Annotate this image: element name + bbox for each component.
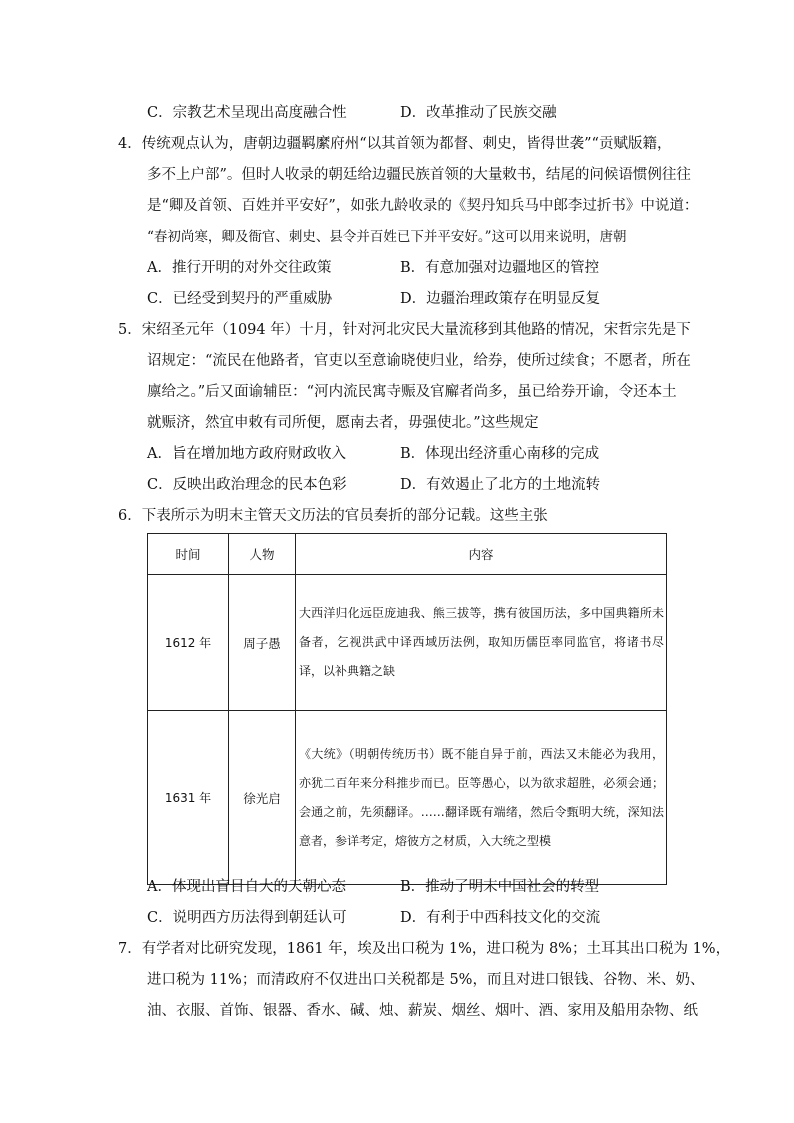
history-table	[147, 533, 667, 885]
q4-option-b: B．有意加强对边疆地区的管控	[400, 260, 600, 276]
row-2-content: 《大统》（明朝传统历书）既不能自异于前，西法又未能必为我用，亦犹二百年来分科推步而已。臣等愚心，以为欲求超胜，必须会通；会通之前，先须翻译。……翻译既有端绪，然后令甄明大统，深知法意者，参详考定，熔彼方之材质，入大统之型模	[296, 711, 667, 885]
q6-stem: 6．下表所示为明末主管天文历法的官员奏折的部分记载。这些主张	[118, 508, 548, 524]
row-1-time: 1612 年	[148, 575, 229, 711]
q6-option-a: A．体现出盲目自大的天朝心态	[147, 879, 346, 895]
row-1-person: 周子愚	[229, 575, 296, 711]
q4-stem-line-2: 多不上户部”。但时人收录的朝廷给边疆民族首领的大量敕书，结尾的问候语惯例往往	[147, 167, 691, 183]
q4-stem-line-4: “春初尚寒，卿及衙官、刺史、县令并百姓已下并平安好。”这可以用来说明，唐朝	[147, 229, 627, 245]
q3-option-d: D．改革推动了民族交融	[400, 105, 557, 121]
q4-option-a: A．推行开明的对外交往政策	[147, 260, 332, 276]
table-row	[148, 575, 667, 711]
q5-stem-line-3: 廪给之。”后又面谕辅臣：“河内流民寓寺赈及官廨者尚多，虽已给券开谕，令还本土	[147, 384, 677, 400]
row-1-content: 大西洋归化远臣庞迪我、熊三拔等，携有彼国历法，多中国典籍所未备者，乞视洪武中译西域历法例，取知历儒臣率同监官，将诸书尽译，以补典籍之缺	[296, 575, 667, 711]
row-2-time: 1631 年	[148, 711, 229, 885]
q7-stem-line-3: 油、衣服、首饰、银器、香水、碱、烛、薪炭、烟丝、烟叶、酒、家用及船用杂物、纸	[147, 1003, 698, 1019]
q4-option-d: D．边疆治理政策存在明显反复	[400, 291, 601, 307]
q6-option-c: C．说明西方历法得到朝廷认可	[147, 910, 347, 926]
q5-option-a: A．旨在增加地方政府财政收入	[147, 446, 346, 462]
header-time: 时间	[148, 534, 229, 575]
q3-option-c: C．宗教艺术呈现出高度融合性	[147, 105, 347, 121]
q7-stem-line-2: 进口税为 11%；而清政府不仅进出口关税都是 5%，而且对进口银钱、谷物、米、奶、	[147, 972, 705, 988]
q7-stem-line-1: 7．有学者对比研究发现，1861 年，埃及出口税为 1%，进口税为 8%；土耳其出口税为 1%，	[118, 941, 731, 957]
q6-option-d: D．有利于中西科技文化的交流	[400, 910, 601, 926]
q5-stem-line-2: 诏规定：“流民在他路者，官吏以至意谕晓使归业，给券，使所过续食；不愿者，所在	[147, 353, 691, 369]
q5-stem-line-1: 5．宋绍圣元年（1094 年）十月，针对河北灾民大量流移到其他路的情况，宋哲宗先是下	[118, 322, 691, 338]
q4-stem-line-1: 4．传统观点认为，唐朝边疆羁縻府州“以其首领为都督、刺史，皆得世袭”“贡赋版籍，	[118, 136, 672, 152]
q6-option-b: B．推动了明末中国社会的转型	[400, 879, 600, 895]
header-content: 内容	[296, 534, 667, 575]
q5-stem-line-4: 就赈济，然宜申敕有司所便，愿南去者，毋强使北。”这些规定	[147, 415, 539, 431]
q5-option-c: C．反映出政治理念的民本色彩	[147, 477, 347, 493]
q4-option-c: C．已经受到契丹的严重威胁	[147, 291, 333, 307]
header-person: 人物	[229, 534, 296, 575]
table-header-row	[148, 534, 667, 575]
table-row	[148, 711, 667, 885]
q4-stem-line-3: 是“卿及首领、百姓并平安好”，如张九龄收录的《契丹知兵马中郎李过折书》中说道：	[147, 198, 699, 214]
q5-option-d: D．有效遏止了北方的土地流转	[400, 477, 601, 493]
q5-option-b: B．体现出经济重心南移的完成	[400, 446, 600, 462]
row-2-person: 徐光启	[229, 711, 296, 885]
